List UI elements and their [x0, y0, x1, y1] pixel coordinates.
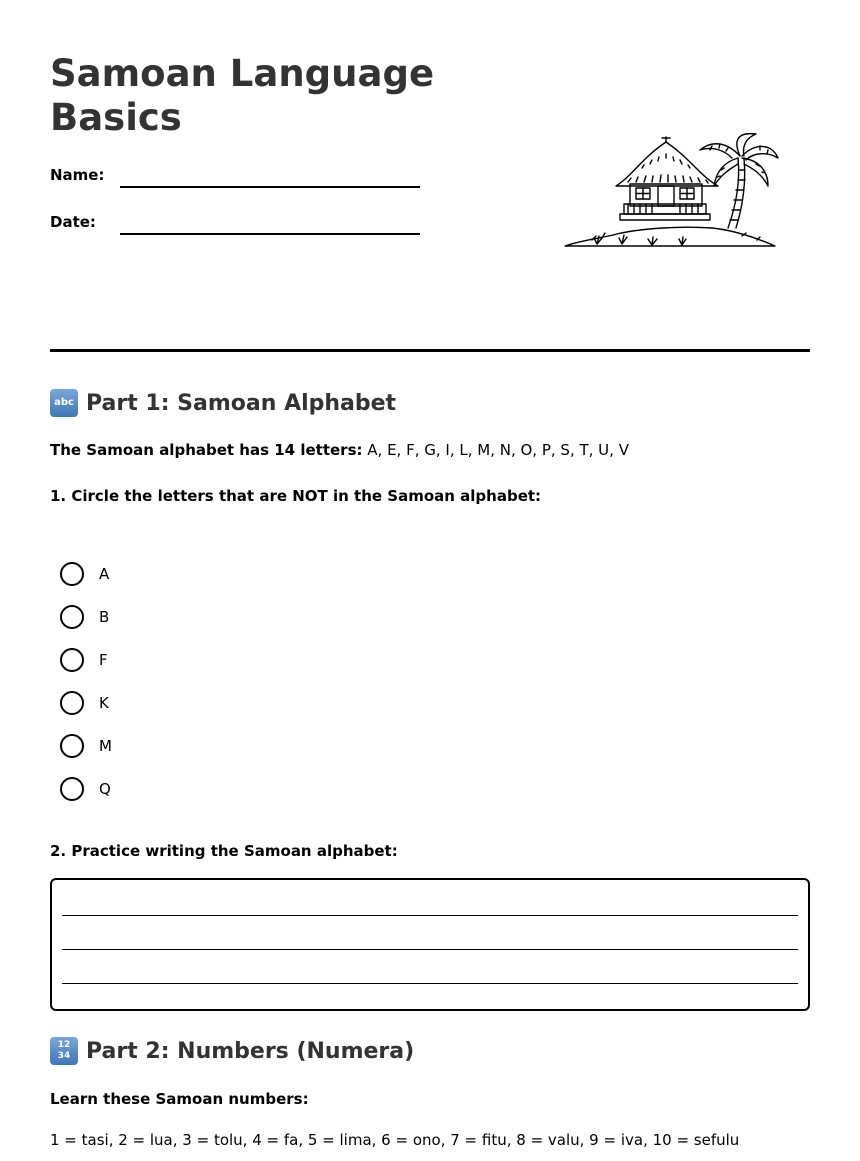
question-1: 1. Circle the letters that are NOT in the Samoan alphabet: [50, 487, 542, 505]
header-divider [50, 349, 810, 352]
option-label: M [99, 736, 112, 755]
date-field-row [50, 213, 420, 243]
circle-icon[interactable] [60, 562, 84, 586]
circle-icon[interactable] [60, 648, 84, 672]
name-label: Name: [50, 166, 105, 184]
name-line[interactable] [120, 186, 420, 188]
numbers-intro: Learn these Samoan numbers: [50, 1090, 309, 1108]
option-label: A [99, 564, 110, 583]
option-label: K [99, 693, 109, 712]
option-m[interactable] [60, 724, 112, 767]
alphabet-intro [50, 441, 629, 459]
writing-line[interactable] [62, 915, 798, 916]
numbers-list: 1 = tasi, 2 = lua, 3 = tolu, 4 = fa, 5 = lima, 6 = ono, 7 = fitu, 8 = valu, 9 = iva, 10 = sefulu [50, 1131, 740, 1149]
option-a[interactable] [60, 552, 112, 595]
option-q[interactable] [60, 767, 112, 810]
name-field-row [50, 166, 420, 196]
part2-heading [50, 1037, 414, 1065]
option-f[interactable] [60, 638, 112, 681]
part1-heading [50, 389, 396, 417]
date-line[interactable] [120, 233, 420, 235]
hut-palm-island-illustration [562, 128, 780, 252]
alphabet-writing-box[interactable] [50, 878, 810, 1011]
option-label: Q [99, 779, 111, 798]
circle-icon[interactable] [60, 734, 84, 758]
part1-title: Part 1: Samoan Alphabet [86, 390, 397, 416]
writing-line[interactable] [62, 949, 798, 950]
circle-icon[interactable] [60, 605, 84, 629]
part2-title: Part 2: Numbers (Numera) [86, 1038, 415, 1064]
circle-icon[interactable] [60, 691, 84, 715]
circle-icon[interactable] [60, 777, 84, 801]
alphabet-letters: A, E, F, G, I, L, M, N, O, P, S, T, U, V [367, 441, 629, 459]
option-label: B [99, 607, 110, 626]
writing-line[interactable] [62, 983, 798, 984]
abc-icon: abc [50, 389, 78, 417]
question-2: 2. Practice writing the Samoan alphabet: [50, 842, 398, 860]
option-label: F [99, 650, 108, 669]
alphabet-intro-bold: The Samoan alphabet has 14 letters: [50, 441, 363, 459]
option-k[interactable] [60, 681, 112, 724]
letter-options [60, 552, 112, 810]
page-title: Samoan Language Basics [50, 52, 435, 139]
numbers-1234-icon: 1 2 3 4 [50, 1037, 78, 1065]
option-b[interactable] [60, 595, 112, 638]
date-label: Date: [50, 213, 96, 231]
